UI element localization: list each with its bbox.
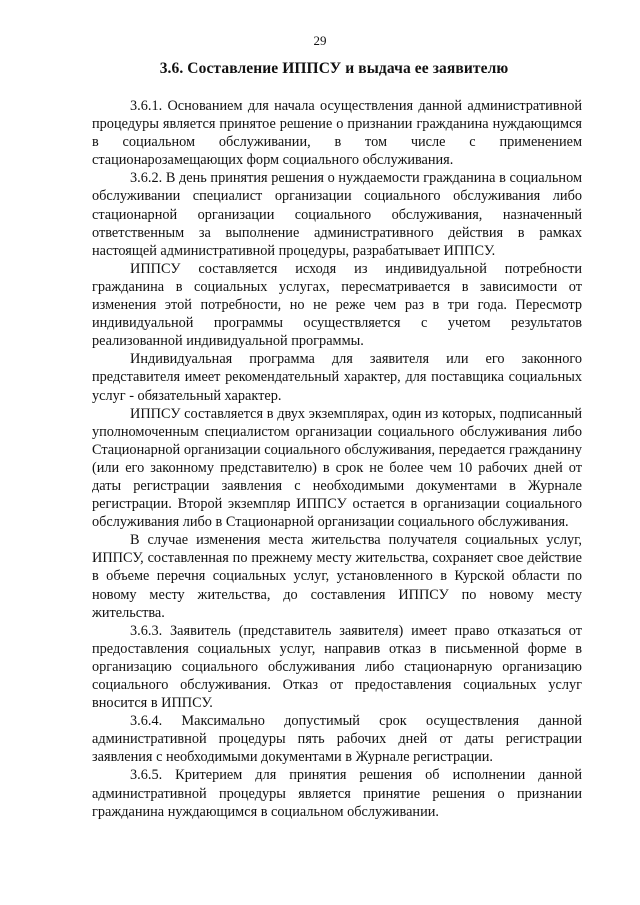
- paragraph-two-copies: ИППСУ составляется в двух экземплярах, один из которых, подписанный уполномоченным специалистом организации социального обслуживания либо Стационарной организации социального обслуживания, передается гражданину (или его законному представителю) в срок не более чем 10 рабочих дней от даты регистрации заявления с необходимыми документами в Журнале регистрации. Второй экземпляр ИППСУ остается в организации социального обслуживания либо в Стационарной организации социального обслуживания.: [92, 405, 582, 531]
- paragraph-residence-change: В случае изменения места жительства получателя социальных услуг, ИППСУ, составленная по прежнему месту жительства, сохраняет свое действие в объеме перечня социальных услуг, установленного в Курской области по новому месту жительства, до составления ИППСУ по новому месту жительства.: [92, 532, 582, 621]
- section-heading: 3.6. Составление ИППСУ и выдача ее заявителю: [159, 60, 509, 77]
- paragraph-ippsu-need: ИППСУ составляется исходя из индивидуальной потребности гражданина в социальных услугах, пересматривается в зависимости от изменения этой потребности, но не реже чем раз в три года. Пересмотр индивидуальной программы осуществляется с учетом результатов реализованной индивидуальной программы.: [92, 260, 582, 350]
- section-body: [92, 97, 582, 821]
- paragraph-3-6-5: 3.6.5. Критерием для принятия решения об исполнении данной административной процедуры является принятие решения о признании гражданина нуждающимся в социальном обслуживании.: [92, 767, 582, 820]
- paragraph-3-6-4: 3.6.4. Максимально допустимый срок осуществления данной административной процедуры пять рабочих дней от даты регистрации заявления с необходимыми документами в Журнале регистрации.: [92, 713, 582, 766]
- paragraph-3-6-1: 3.6.1. Основанием для начала осуществления данной административной процедуры является принятое решение о признании гражданина нуждающимся в социальном обслуживании, в том числе с применением стационарозамещающих форм социального обслуживания.: [92, 98, 582, 169]
- page-number: 29: [313, 33, 327, 48]
- paragraph-program-character: Индивидуальная программа для заявителя или его законного представителя имеет рекомендательный характер, для поставщика социальных услуг - обязательный характер.: [92, 351, 582, 404]
- paragraph-3-6-2: 3.6.2. В день принятия решения о нуждаемости гражданина в социальном обслуживании специалист организации социального обслуживания либо стационарной организации социального обслуживания, назначенный ответственным за выполнение административного действия в рамках настоящей административной процедуры, разрабатывает ИППСУ.: [92, 170, 582, 259]
- paragraph-3-6-3: 3.6.3. Заявитель (представитель заявителя) имеет право отказаться от предоставления социальных услуг, направив отказ в письменной форме в организацию социального обслуживания либо стационарную организацию социального обслуживания. Отказ от предоставления социальных услуг вносится в ИППСУ.: [92, 622, 582, 712]
